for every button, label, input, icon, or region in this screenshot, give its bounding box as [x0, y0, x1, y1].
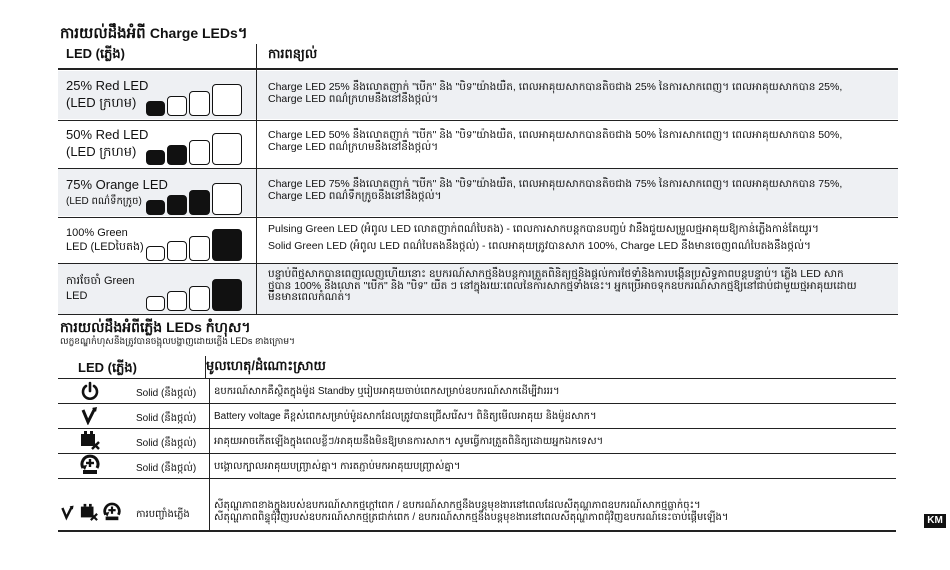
description-line: សីតុណ្ហភាពពិន្ទុជុំវិញរបស់ឧបករណ៍សាកថ្មត្រជាក់ពេក / ឧបករណ៍សាកថ្មនឹងបន្តមុខងារនៅពេលសីតុណ្ហភាពជុំវិញឧបករណ៍នេះចាប់ផ្តើមឡើង។ — [214, 511, 729, 523]
led-label-line1: 50% Red LED — [66, 127, 149, 142]
table1-row-separator — [58, 120, 898, 121]
row-description: ឧបករណ៍សាកគឺស្ថិតក្នុងម៉ូដ Standby ឬរៀបអាគុយចាប់ពេកសម្រាប់ឧបករណ៍សាកដើម្បីវារររ។ — [214, 386, 560, 397]
table1-column-divider — [256, 44, 257, 314]
row-description-maintenance — [268, 269, 888, 304]
row-description: បង្គោលក្បាលអាគុយបញ្ច្រាស់គ្នា។ ការតភ្ជាប់មកអាគុយបញ្ច្រាស់គ្នា។ — [214, 461, 461, 472]
description-line: ថ្មបាន 100% នឹងលោត "បើក" និង "បិទ" យឺត ៗ នៅក្នុងរយៈពេលនៃការសាកថ្មទាំងនេះ។ អ្នកប្រើអាចទុកឧបករណ៍សាកថ្មឱ្យនៅជាប់ជាមួយថ្មអាគុយដោយ — [268, 279, 857, 292]
battery-fault-icon — [78, 429, 102, 451]
description-line: Charge LED ពណ៌ទឹកក្រូចនឹងនៅនឹងថ្កល់។ — [268, 189, 442, 202]
row-description-100 — [268, 224, 888, 252]
led-label-line2: (LED ក្រហម) — [66, 95, 137, 110]
section1-title-suffix: ។ — [237, 25, 248, 42]
led-label-100 — [66, 226, 144, 254]
table1-row-separator — [58, 217, 898, 218]
table2-header-divider — [205, 356, 206, 378]
row-description: Battery voltage គឺខ្ពស់ពេកសម្រាប់ម៉ូដសាកដែលត្រូវបានជ្រើសរើស។ ពិនិត្យមើលអាគុយ និងម៉ូដសាក។ — [214, 411, 597, 422]
table2-header-led: LED (ភ្លើង) — [78, 360, 137, 375]
table2-column-divider — [209, 429, 210, 453]
led-label-50 — [66, 126, 148, 160]
led-label-maintenance — [66, 274, 135, 304]
table2-bottom-rule — [58, 530, 896, 532]
battery-voltage-icon — [60, 503, 76, 521]
battery-indicator-maintenance-icon — [146, 279, 242, 311]
description-line: Solid Green LED (អំពូល LED ពណ៌បៃតងនឹងថ្កល់) - ពេលអាគុយត្រូវបានសាក 100%, Charge LED នឹងមានចេញពណ៌បៃតងនឹងថ្កល់។ — [268, 239, 811, 252]
section1-title-khmer: ការយល់ដឹងអំពី — [60, 25, 146, 42]
led-label-line2: LED (LEDបៃតង) — [66, 241, 144, 253]
table1-header-desc: ការពន្យល់ — [268, 46, 318, 61]
description-line: មិនមានពេលកំណត់។ — [268, 291, 352, 303]
table2-column-divider — [209, 379, 210, 403]
led-state-label: Solid (នឹងថ្កល់) — [136, 438, 197, 449]
led-label-line1: ការចែចាំ Green — [66, 275, 135, 287]
led-label-25 — [66, 77, 148, 111]
row-description — [214, 500, 729, 523]
led-label-line2: LED — [66, 290, 88, 302]
description-line: សីតុណ្ហភាពខាងក្នុងរបស់ឧបករណ៍សាកថ្មក្ដៅពេក / ឧបករណ៍សាកថ្មនឹងបន្តមុខងារនៅពេលដែលសីតុណ្ហភាពឧបករណ៍សាកថ្មធ្លាក់ចុះ។ — [214, 500, 701, 511]
table1-header-led: LED (ភ្លើង) — [66, 46, 125, 61]
table2-column-divider — [209, 404, 210, 428]
led-state-label: Solid (នឹងថ្កល់) — [136, 388, 197, 399]
table1-row-separator — [58, 168, 898, 169]
power-icon — [78, 380, 102, 402]
description-line: Pulsing Green LED (អំពូល LED លោតញាក់ពណ៌បៃតង) - ពេលការសាកបន្តកបានបញ្ចប់ វានឹងជួយសម្រួលថ្មអាគុយឱ្យកាន់ភ្លើងកាន់តែយូរ។ — [268, 223, 819, 235]
battery-indicator-100-icon — [146, 229, 242, 261]
description-line: បន្ទាប់ពីថ្មសាកបានពេញលេញហើយនោះ ឧបករណ៍សាកថ្មនឹងបន្តការត្រួតពិនិត្យថ្មនិងផ្តល់ការថែទាំនិងការបង្កើនប្រសិទ្ធភាពបន្តបន្ទាប់។ ភ្លើង LED សាក — [268, 268, 844, 280]
battery-indicator-50-icon — [146, 133, 242, 165]
led-label-line1: 25% Red LED — [66, 78, 149, 93]
row-description-25 — [268, 82, 888, 105]
battery-voltage-icon — [78, 404, 102, 426]
battery-indicator-25-icon — [146, 84, 242, 116]
battery-fault-icon — [79, 503, 99, 521]
section1-title — [60, 24, 248, 46]
table2-header-desc: មូលហេតុ/ដំណោះស្រាយ — [206, 358, 326, 373]
row-description-50 — [268, 130, 888, 153]
table2-column-divider — [209, 479, 210, 530]
led-label-line1: 75% Orange LED — [66, 177, 168, 192]
description-line: Charge LED ពណ៌ក្រហមនឹងនៅនឹងថ្កល់។ — [268, 92, 439, 105]
description-line: Charge LED 50% នឹងលោតញាក់ "បើក" និង "បិទ"យ៉ាងយឺត, ពេលអាគុយសាកបានតិចជាង 50% នៃការសាកពេញ។ ពេលអាគុយសាកបាន 50%, — [268, 129, 843, 141]
section2-title-latin: LEDs — [166, 319, 202, 335]
section1-title-latin: Charge LEDs — [149, 25, 238, 41]
table1-header-rule — [58, 68, 898, 70]
section2-title-suffix: កំហុស។ — [205, 319, 251, 335]
row-description-75 — [268, 179, 888, 202]
reverse-polarity-icon — [78, 454, 102, 476]
section2-subtitle: លក្ខខណ្ឌកំហុសនឹងត្រូវបានចង្អុលបង្ហាញដោយភ្លើង LEDs ខាងក្រោម។ — [60, 336, 295, 346]
description-line: Charge LED ពណ៌ក្រហមនឹងនៅនឹងថ្កល់។ — [268, 140, 439, 153]
led-label-line2: (LED ក្រហម) — [66, 144, 137, 159]
led-label-line1: 100% Green — [66, 227, 128, 239]
all-error-icons — [60, 502, 122, 522]
section2-title-khmer: ការយល់ដឹងអំពីភ្លើង — [60, 319, 163, 335]
language-tag: KM — [924, 514, 946, 528]
description-line: Charge LED 25% នឹងលោតញាក់ "បើក" និង "បិទ"យ៉ាងយឺត, ពេលអាគុយសាកបានតិចជាង 25% នៃការសាកពេញ។ ពេលអាគុយសាកបាន 25%, — [268, 81, 843, 93]
reverse-polarity-icon — [102, 502, 122, 522]
led-state-label: Solid (នឹងថ្កល់) — [136, 413, 197, 424]
table1-bottom-rule — [58, 314, 898, 315]
led-label-line2: (LED ពណ៌ទឹកក្រូច) — [66, 196, 142, 207]
table1-row-separator — [58, 263, 898, 264]
battery-indicator-75-icon — [146, 183, 242, 215]
led-state-label: Solid (នឹងថ្កល់) — [136, 463, 197, 474]
table2-column-divider — [209, 454, 210, 478]
description-line: Charge LED 75% នឹងលោតញាក់ "បើក" និង "បិទ"យ៉ាងយឺត, ពេលអាគុយសាកបានតិចជាង 75% នៃការសាកពេញ។ ពេលអាគុយសាកបាន 75%, — [268, 178, 843, 190]
row-description: អាគុយអាចកើតឡើងក្នុងពេលខ្លីៗ/អាគុយនឹងមិនឱ្យមានការសាក។ សូមធ្វើការត្រួតពិនិត្យដោយអ្នកឯកទេស។ — [214, 436, 604, 447]
led-state-label: ការបញ្ចាំងភ្លើង — [136, 509, 190, 520]
